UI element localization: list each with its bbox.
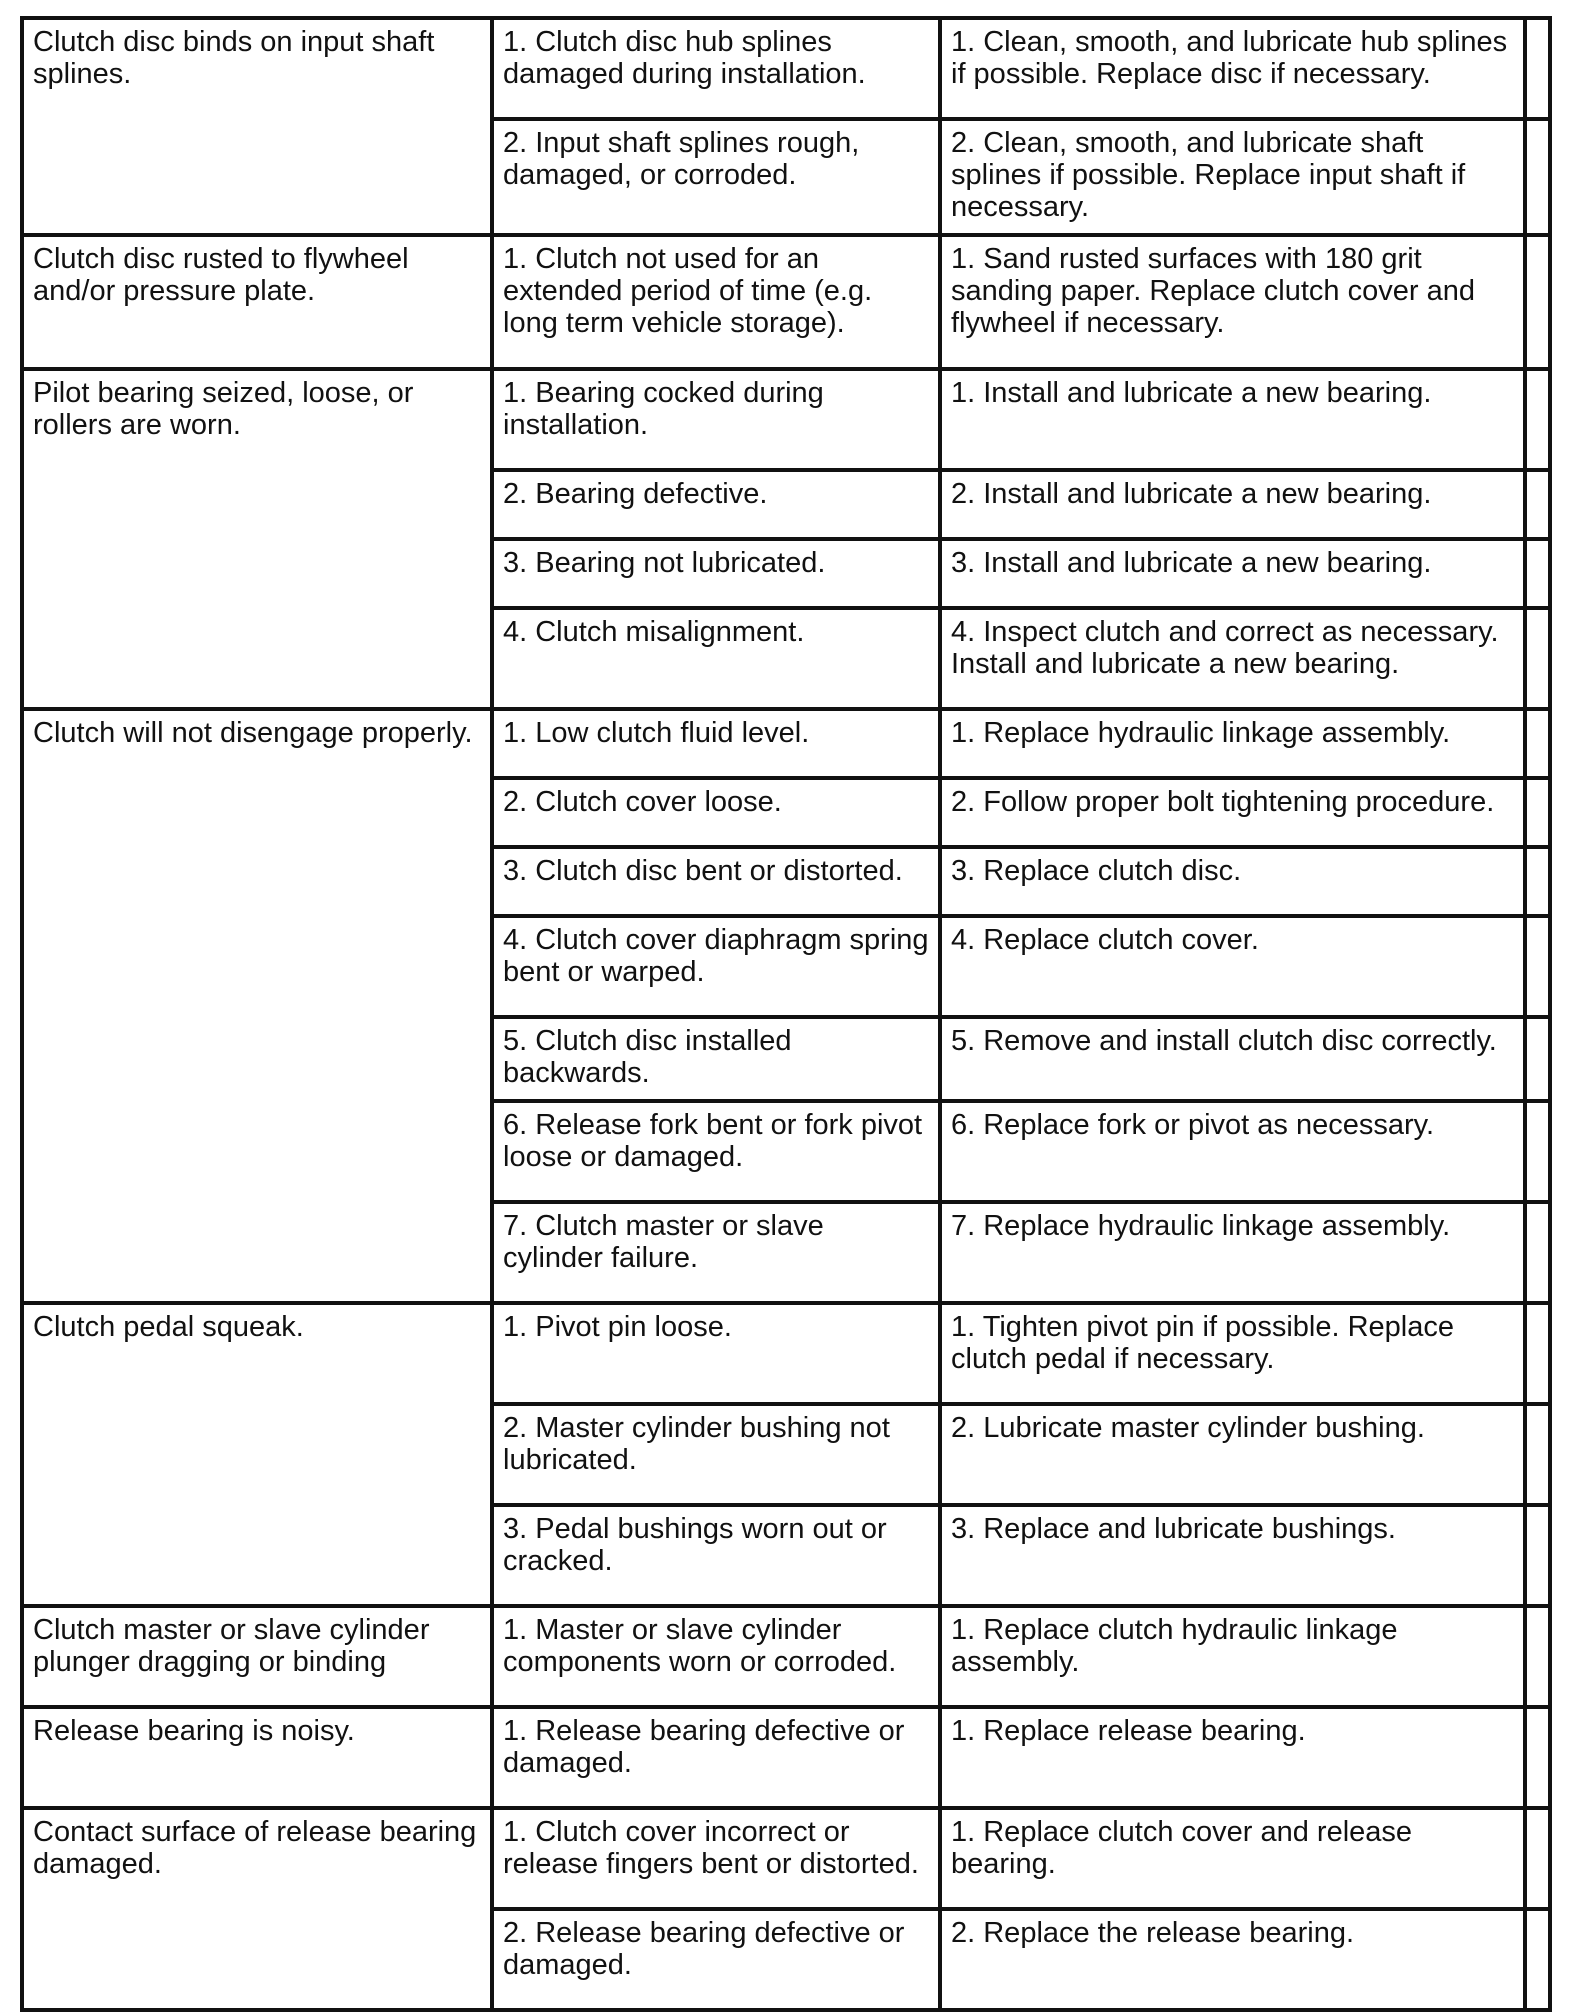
possible-cause-cell: 1. Pivot pin loose.: [492, 1303, 940, 1404]
possible-cause-cell: 2. Master cylinder bushing not lubricated.: [492, 1404, 940, 1505]
condition-cell: Clutch disc rusted to flywheel and/or pressure plate.: [22, 235, 492, 369]
blank-cell: [1525, 470, 1550, 539]
possible-cause-cell: 2. Clutch cover loose.: [492, 778, 940, 847]
condition-cell: Release bearing is noisy.: [22, 1707, 492, 1808]
possible-cause-cell: 3. Pedal bushings worn out or cracked.: [492, 1505, 940, 1606]
blank-cell: [1525, 1606, 1550, 1707]
possible-cause-cell: 1. Clutch not used for an extended period of time (e.g. long term vehicle storage).: [492, 235, 940, 369]
table-row: [22, 369, 1550, 470]
correction-cell: 3. Install and lubricate a new bearing.: [940, 539, 1525, 608]
condition-cell: Clutch will not disengage properly.: [22, 709, 492, 1303]
blank-cell: [1525, 235, 1550, 369]
blank-cell: [1525, 1707, 1550, 1808]
blank-cell: [1525, 608, 1550, 709]
possible-cause-cell: 4. Clutch misalignment.: [492, 608, 940, 709]
possible-cause-cell: 2. Release bearing defective or damaged.: [492, 1909, 940, 2010]
table-row: [22, 18, 1550, 119]
possible-cause-cell: 1. Low clutch fluid level.: [492, 709, 940, 778]
diagnosis-table: [20, 16, 1552, 2012]
blank-cell: [1525, 1303, 1550, 1404]
correction-cell: 4. Inspect clutch and correct as necessary. Install and lubricate a new bearing.: [940, 608, 1525, 709]
table-row: [22, 1808, 1550, 1909]
possible-cause-cell: 2. Input shaft splines rough, damaged, or corroded.: [492, 119, 940, 235]
possible-cause-cell: 1. Release bearing defective or damaged.: [492, 1707, 940, 1808]
possible-cause-cell: 2. Bearing defective.: [492, 470, 940, 539]
blank-cell: [1525, 1101, 1550, 1202]
correction-cell: 2. Lubricate master cylinder bushing.: [940, 1404, 1525, 1505]
correction-cell: 3. Replace clutch disc.: [940, 847, 1525, 916]
table-row: [22, 1303, 1550, 1404]
correction-cell: 1. Install and lubricate a new bearing.: [940, 369, 1525, 470]
correction-cell: 1. Replace hydraulic linkage assembly.: [940, 709, 1525, 778]
correction-cell: 1. Sand rusted surfaces with 180 grit sanding paper. Replace clutch cover and flywheel if necessary.: [940, 235, 1525, 369]
correction-cell: 2. Install and lubricate a new bearing.: [940, 470, 1525, 539]
possible-cause-cell: 3. Bearing not lubricated.: [492, 539, 940, 608]
possible-cause-cell: 1. Bearing cocked during installation.: [492, 369, 940, 470]
blank-cell: [1525, 1909, 1550, 2010]
correction-cell: 2. Clean, smooth, and lubricate shaft splines if possible. Replace input shaft if necessary.: [940, 119, 1525, 235]
correction-cell: 1. Replace clutch cover and release bearing.: [940, 1808, 1525, 1909]
blank-cell: [1525, 1505, 1550, 1606]
blank-cell: [1525, 847, 1550, 916]
diagnosis-table-body: [22, 18, 1550, 2010]
correction-cell: 4. Replace clutch cover.: [940, 916, 1525, 1017]
blank-cell: [1525, 119, 1550, 235]
possible-cause-cell: 1. Clutch disc hub splines damaged during installation.: [492, 18, 940, 119]
blank-cell: [1525, 1404, 1550, 1505]
table-row: [22, 1606, 1550, 1707]
blank-cell: [1525, 778, 1550, 847]
blank-cell: [1525, 916, 1550, 1017]
table-row: [22, 235, 1550, 369]
blank-cell: [1525, 709, 1550, 778]
correction-cell: 3. Replace and lubricate bushings.: [940, 1505, 1525, 1606]
table-row: [22, 1707, 1550, 1808]
blank-cell: [1525, 539, 1550, 608]
correction-cell: 2. Replace the release bearing.: [940, 1909, 1525, 2010]
condition-cell: Contact surface of release bearing damaged.: [22, 1808, 492, 2010]
correction-cell: 1. Replace release bearing.: [940, 1707, 1525, 1808]
correction-cell: 6. Replace fork or pivot as necessary.: [940, 1101, 1525, 1202]
blank-cell: [1525, 1808, 1550, 1909]
correction-cell: 1. Replace clutch hydraulic linkage assembly.: [940, 1606, 1525, 1707]
correction-cell: 1. Tighten pivot pin if possible. Replace clutch pedal if necessary.: [940, 1303, 1525, 1404]
condition-cell: Clutch pedal squeak.: [22, 1303, 492, 1606]
possible-cause-cell: 1. Master or slave cylinder components worn or corroded.: [492, 1606, 940, 1707]
possible-cause-cell: 3. Clutch disc bent or distorted.: [492, 847, 940, 916]
condition-cell: Pilot bearing seized, loose, or rollers are worn.: [22, 369, 492, 709]
condition-cell: Clutch master or slave cylinder plunger dragging or binding: [22, 1606, 492, 1707]
possible-cause-cell: 1. Clutch cover incorrect or release fingers bent or distorted.: [492, 1808, 940, 1909]
blank-cell: [1525, 1017, 1550, 1101]
possible-cause-cell: 4. Clutch cover diaphragm spring bent or warped.: [492, 916, 940, 1017]
blank-cell: [1525, 369, 1550, 470]
possible-cause-cell: 6. Release fork bent or fork pivot loose or damaged.: [492, 1101, 940, 1202]
possible-cause-cell: 7. Clutch master or slave cylinder failure.: [492, 1202, 940, 1303]
possible-cause-cell: 5. Clutch disc installed backwards.: [492, 1017, 940, 1101]
table-row: [22, 709, 1550, 778]
correction-cell: 2. Follow proper bolt tightening procedure.: [940, 778, 1525, 847]
correction-cell: 1. Clean, smooth, and lubricate hub splines if possible. Replace disc if necessary.: [940, 18, 1525, 119]
blank-cell: [1525, 1202, 1550, 1303]
correction-cell: 7. Replace hydraulic linkage assembly.: [940, 1202, 1525, 1303]
condition-cell: Clutch disc binds on input shaft splines.: [22, 18, 492, 235]
blank-cell: [1525, 18, 1550, 119]
correction-cell: 5. Remove and install clutch disc correctly.: [940, 1017, 1525, 1101]
